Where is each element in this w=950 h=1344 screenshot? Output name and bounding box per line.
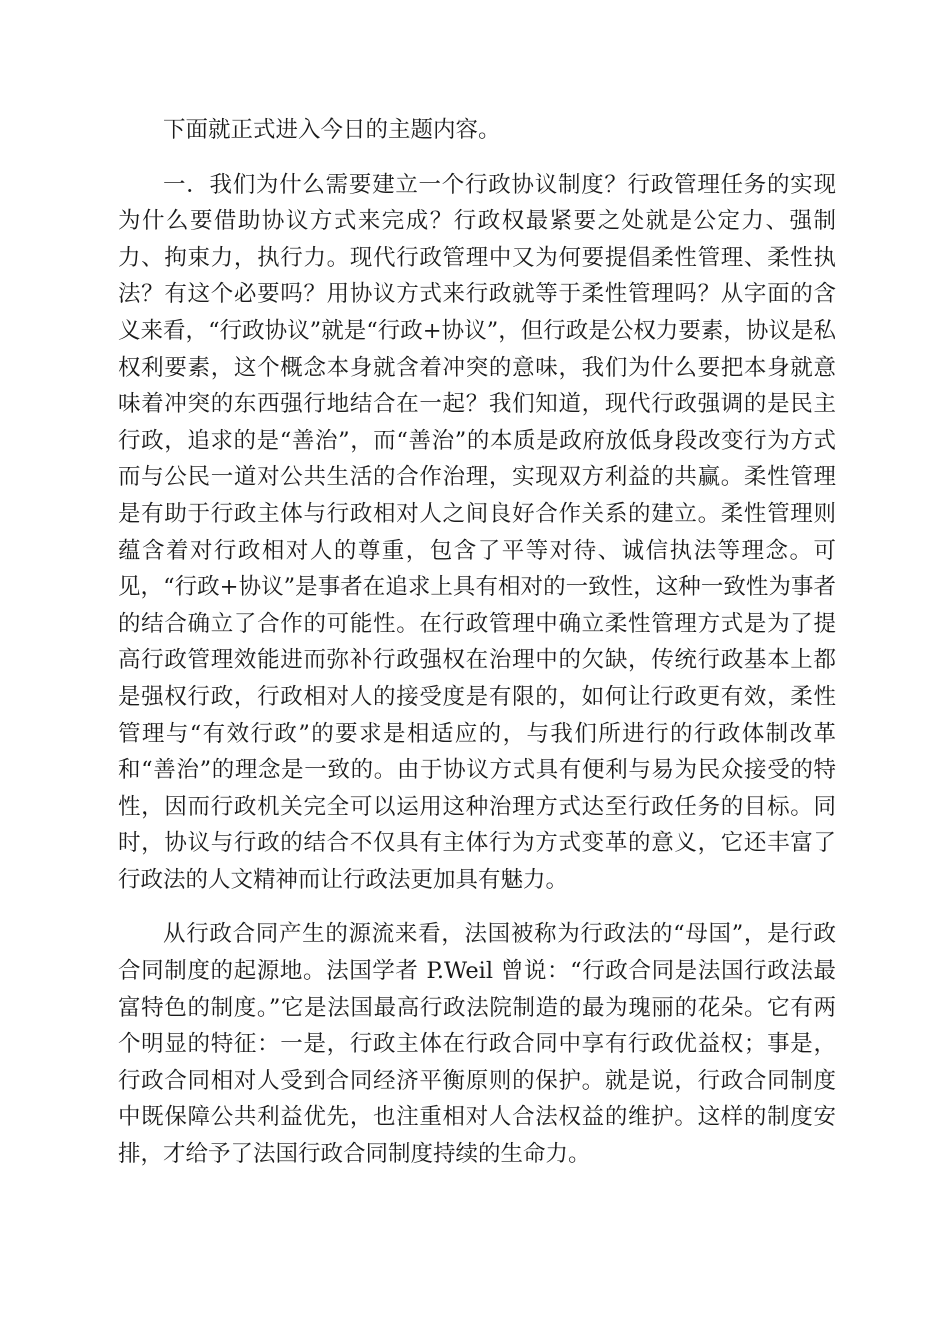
paragraph-intro: 下面就正式进入今日的主题内容。 (163, 117, 501, 143)
paragraph-french-origin: 从行政合同产生的源流来看，法国被称为行政法的“母国”，是行政合同制度的起源地。法国学者 P.Weil 曾说：“行政合同是法国行政法最富特色的制度。”它是法国最高行政法院制造的最为瑰丽的花朵。它有两个明显的特征：一是，行政主体在行政合同中享有行政优益权；事是，行政合同相对人受到合同经济平衡原则的保护。就是说，行政合同制度中既保障公共利益优先，也注重相对人合法权益的维护。这样的制度安排，才给予了法国行政合同制度持续的生命力。 (118, 921, 836, 1168)
document-body (118, 112, 836, 1191)
paragraph-section-one: 一．我们为什么需要建立一个行政协议制度？行政管理任务的实现为什么要借助协议方式来完成？行政权最紧要之处就是公定力、强制力、拘束力，执行力。现代行政管理中又为何要提倡柔性管理、柔性执法？有这个必要吗？用协议方式来行政就等于柔性管理吗？从字面的含义来看，“行政协议”就是“行政+协议”，但行政是公权力要素，协议是私权利要素，这个概念本身就含着冲突的意味，我们为什么要把本身就意味着冲突的东西强行地结合在一起？我们知道，现代行政强调的是民主行政，追求的是“善治”，而“善治”的本质是政府放低身段改变行为方式而与公民一道对公共生活的合作治理，实现双方利益的共赢。柔性管理是有助于行政主体与行政相对人之间良好合作关系的建立。柔性管理则蕴含着对行政相对人的尊重，包含了平等对待、诚信执法等理念。可见，“行政+协议”是事者在追求上具有相对的一致性，这种一致性为事者的结合确立了合作的可能性。在行政管理中确立柔性管理方式是为了提高行政管理效能进而弥补行政强权在治理中的欠缺，传统行政基本上都是强权行政，行政相对人的接受度是有限的，如何让行政更有效，柔性管理与“有效行政”的要求是相适应的，与我们所进行的行政体制改革和“善治”的理念是一致的。由于协议方式具有便利与易为民众接受的特性，因而行政机关完全可以运用这种治理方式达至行政任务的目标。同时，协议与行政的结合不仅具有主体行为方式变革的意义，它还丰富了行政法的人文精神而让行政法更加具有魅力。 (118, 171, 836, 893)
